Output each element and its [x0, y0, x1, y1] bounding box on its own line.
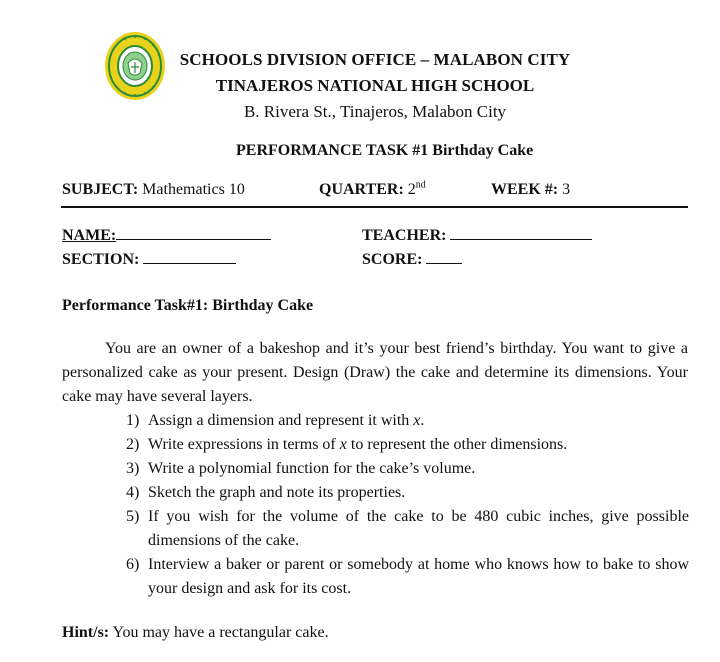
subject-row	[62, 181, 245, 199]
list-item	[123, 409, 689, 433]
school-address: B. Rivera St., Tinajeros, Malabon City	[243, 102, 507, 121]
score-field[interactable]	[362, 249, 462, 269]
list-item	[123, 433, 689, 457]
section-blank[interactable]	[143, 249, 236, 264]
teacher-field[interactable]	[362, 225, 592, 245]
step-number: 2)	[126, 436, 140, 453]
name-field[interactable]	[62, 225, 271, 245]
step-number: 5)	[126, 508, 140, 525]
step-text: Assign a dimension and represent it with x.	[148, 412, 425, 429]
list-item	[123, 457, 689, 481]
teacher-label: TEACHER:	[362, 227, 447, 244]
step-number: 6)	[126, 556, 140, 573]
score-blank[interactable]	[426, 249, 462, 264]
teacher-blank[interactable]	[450, 225, 592, 240]
task-intro-paragraph: You are an owner of a bakeshop and it’s your best friend’s birthday. You want to give a personalized cake as your present. Design (Draw) the cake and determine its dimensions. Your cake may have several layers.	[62, 340, 688, 405]
subject-value: Mathematics 10	[142, 181, 245, 198]
task-steps-list	[123, 409, 689, 601]
week-label: WEEK #:	[491, 181, 559, 198]
school-name: TINAJEROS NATIONAL HIGH SCHOOL	[215, 76, 535, 95]
hint-line	[62, 624, 329, 642]
quarter-row	[319, 181, 426, 199]
school-seal-logo	[104, 31, 166, 101]
quarter-value: 2	[407, 181, 416, 198]
step-number: 4)	[126, 484, 140, 501]
step-text: Write a polynomial function for the cake’s volume.	[148, 460, 476, 477]
section-label: SECTION:	[62, 251, 140, 268]
division-office-title: SCHOOLS DIVISION OFFICE – MALABON CITY	[179, 50, 571, 69]
section-field[interactable]	[62, 249, 236, 269]
week-value: 3	[562, 181, 571, 198]
step-text: Interview a baker or parent or somebody at home who knows how to bake to show your design and ask for its cost.	[148, 556, 689, 597]
name-label: NAME:	[62, 227, 117, 244]
task-title: PERFORMANCE TASK #1 Birthday Cake	[236, 142, 534, 159]
step-text: Sketch the graph and note its properties.	[148, 484, 406, 501]
hint-label: Hint/s:	[62, 624, 110, 641]
week-row	[491, 181, 570, 199]
step-text: Write expressions in terms of x to represent the other dimensions.	[148, 436, 568, 453]
step-number: 3)	[126, 460, 140, 477]
step-text: If you wish for the volume of the cake to be 480 cubic inches, give possible dimensions of the cake.	[148, 508, 689, 549]
quarter-suffix: nd	[415, 179, 426, 191]
list-item	[123, 481, 689, 505]
step-number: 1)	[126, 412, 140, 429]
quarter-label: QUARTER:	[319, 181, 404, 198]
name-blank[interactable]	[116, 225, 271, 240]
subject-label: SUBJECT:	[62, 181, 139, 198]
header-divider	[61, 206, 688, 208]
list-item	[123, 553, 689, 601]
task-heading: Performance Task#1: Birthday Cake	[62, 297, 314, 314]
list-item	[123, 505, 689, 553]
hint-text: You may have a rectangular cake.	[112, 624, 329, 641]
score-label: SCORE:	[362, 251, 423, 268]
